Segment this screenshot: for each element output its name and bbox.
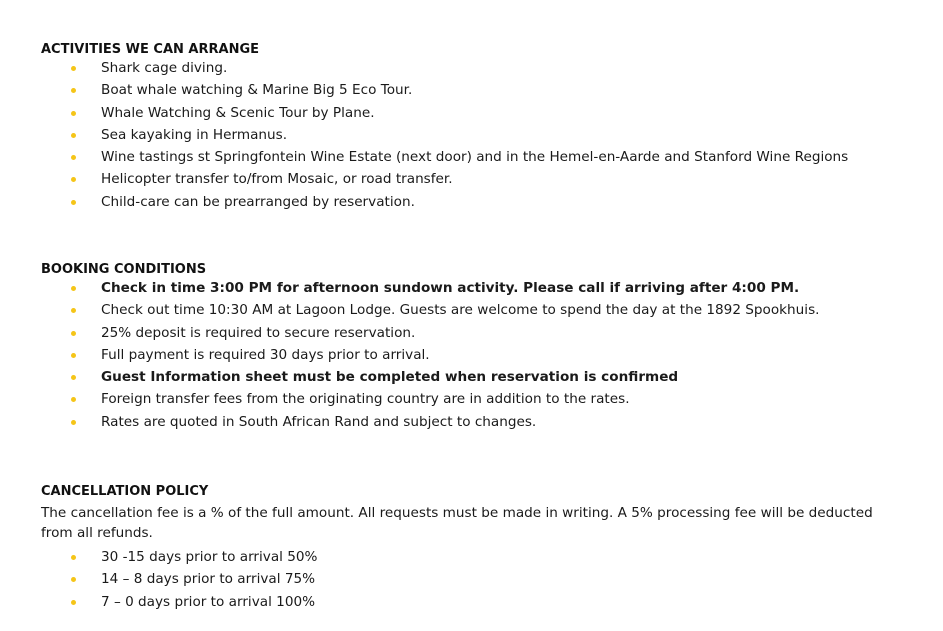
bullet-icon xyxy=(71,200,76,205)
bullet-icon xyxy=(71,286,76,291)
booking-list xyxy=(41,277,931,433)
cancellation-heading: CANCELLATION POLICY xyxy=(41,484,209,499)
list-item: Whale Watching & Scenic Tour by Plane. xyxy=(41,102,931,124)
bullet-icon xyxy=(71,111,76,116)
bullet-icon xyxy=(71,577,76,582)
list-item: Full payment is required 30 days prior to arrival. xyxy=(41,344,931,366)
bullet-icon xyxy=(71,88,76,93)
booking-section xyxy=(41,261,931,433)
bullet-icon xyxy=(71,308,76,313)
bullet-icon xyxy=(71,331,76,336)
list-item: Wine tastings st Springfontein Wine Estate (next door) and in the Hemel-en-Aarde and Stanford Wine Regions xyxy=(41,146,931,168)
bullet-icon xyxy=(71,133,76,138)
bullet-icon xyxy=(71,353,76,358)
booking-heading: BOOKING CONDITIONS xyxy=(41,262,207,277)
list-item: Helicopter transfer to/from Mosaic, or road transfer. xyxy=(41,168,931,190)
bullet-icon xyxy=(71,600,76,605)
list-item: 30 -15 days prior to arrival 50% xyxy=(41,546,931,568)
list-item: 25% deposit is required to secure reservation. xyxy=(41,322,931,344)
bullet-icon xyxy=(71,177,76,182)
list-item: Child-care can be prearranged by reservation. xyxy=(41,191,931,213)
list-item: Guest Information sheet must be completed when reservation is confirmed xyxy=(41,366,931,388)
list-item: 14 – 8 days prior to arrival 75% xyxy=(41,568,931,590)
list-item: Shark cage diving. xyxy=(41,57,931,79)
cancellation-section xyxy=(41,483,931,613)
bullet-icon xyxy=(71,397,76,402)
list-item: Foreign transfer fees from the originating country are in addition to the rates. xyxy=(41,388,931,410)
activities-list xyxy=(41,57,931,213)
list-item: Sea kayaking in Hermanus. xyxy=(41,124,931,146)
cancellation-intro: The cancellation fee is a % of the full amount. All requests must be made in writing. A 5% processing fee will be deducted from all refunds. xyxy=(41,505,873,541)
bullet-icon xyxy=(71,155,76,160)
bullet-icon xyxy=(71,66,76,71)
list-item: Check out time 10:30 AM at Lagoon Lodge. Guests are welcome to spend the day at the 1892 Spookhuis. xyxy=(41,299,931,321)
list-item: Rates are quoted in South African Rand and subject to changes. xyxy=(41,411,931,433)
cancellation-list xyxy=(41,546,931,613)
activities-heading: ACTIVITIES WE CAN ARRANGE xyxy=(41,42,260,57)
activities-section xyxy=(41,41,931,213)
bullet-icon xyxy=(71,555,76,560)
list-item: 7 – 0 days prior to arrival 100% xyxy=(41,591,931,613)
list-item: Boat whale watching & Marine Big 5 Eco Tour. xyxy=(41,79,931,101)
bullet-icon xyxy=(71,420,76,425)
bullet-icon xyxy=(71,375,76,380)
list-item: Check in time 3:00 PM for afternoon sundown activity. Please call if arriving after 4:00 PM. xyxy=(41,277,931,299)
